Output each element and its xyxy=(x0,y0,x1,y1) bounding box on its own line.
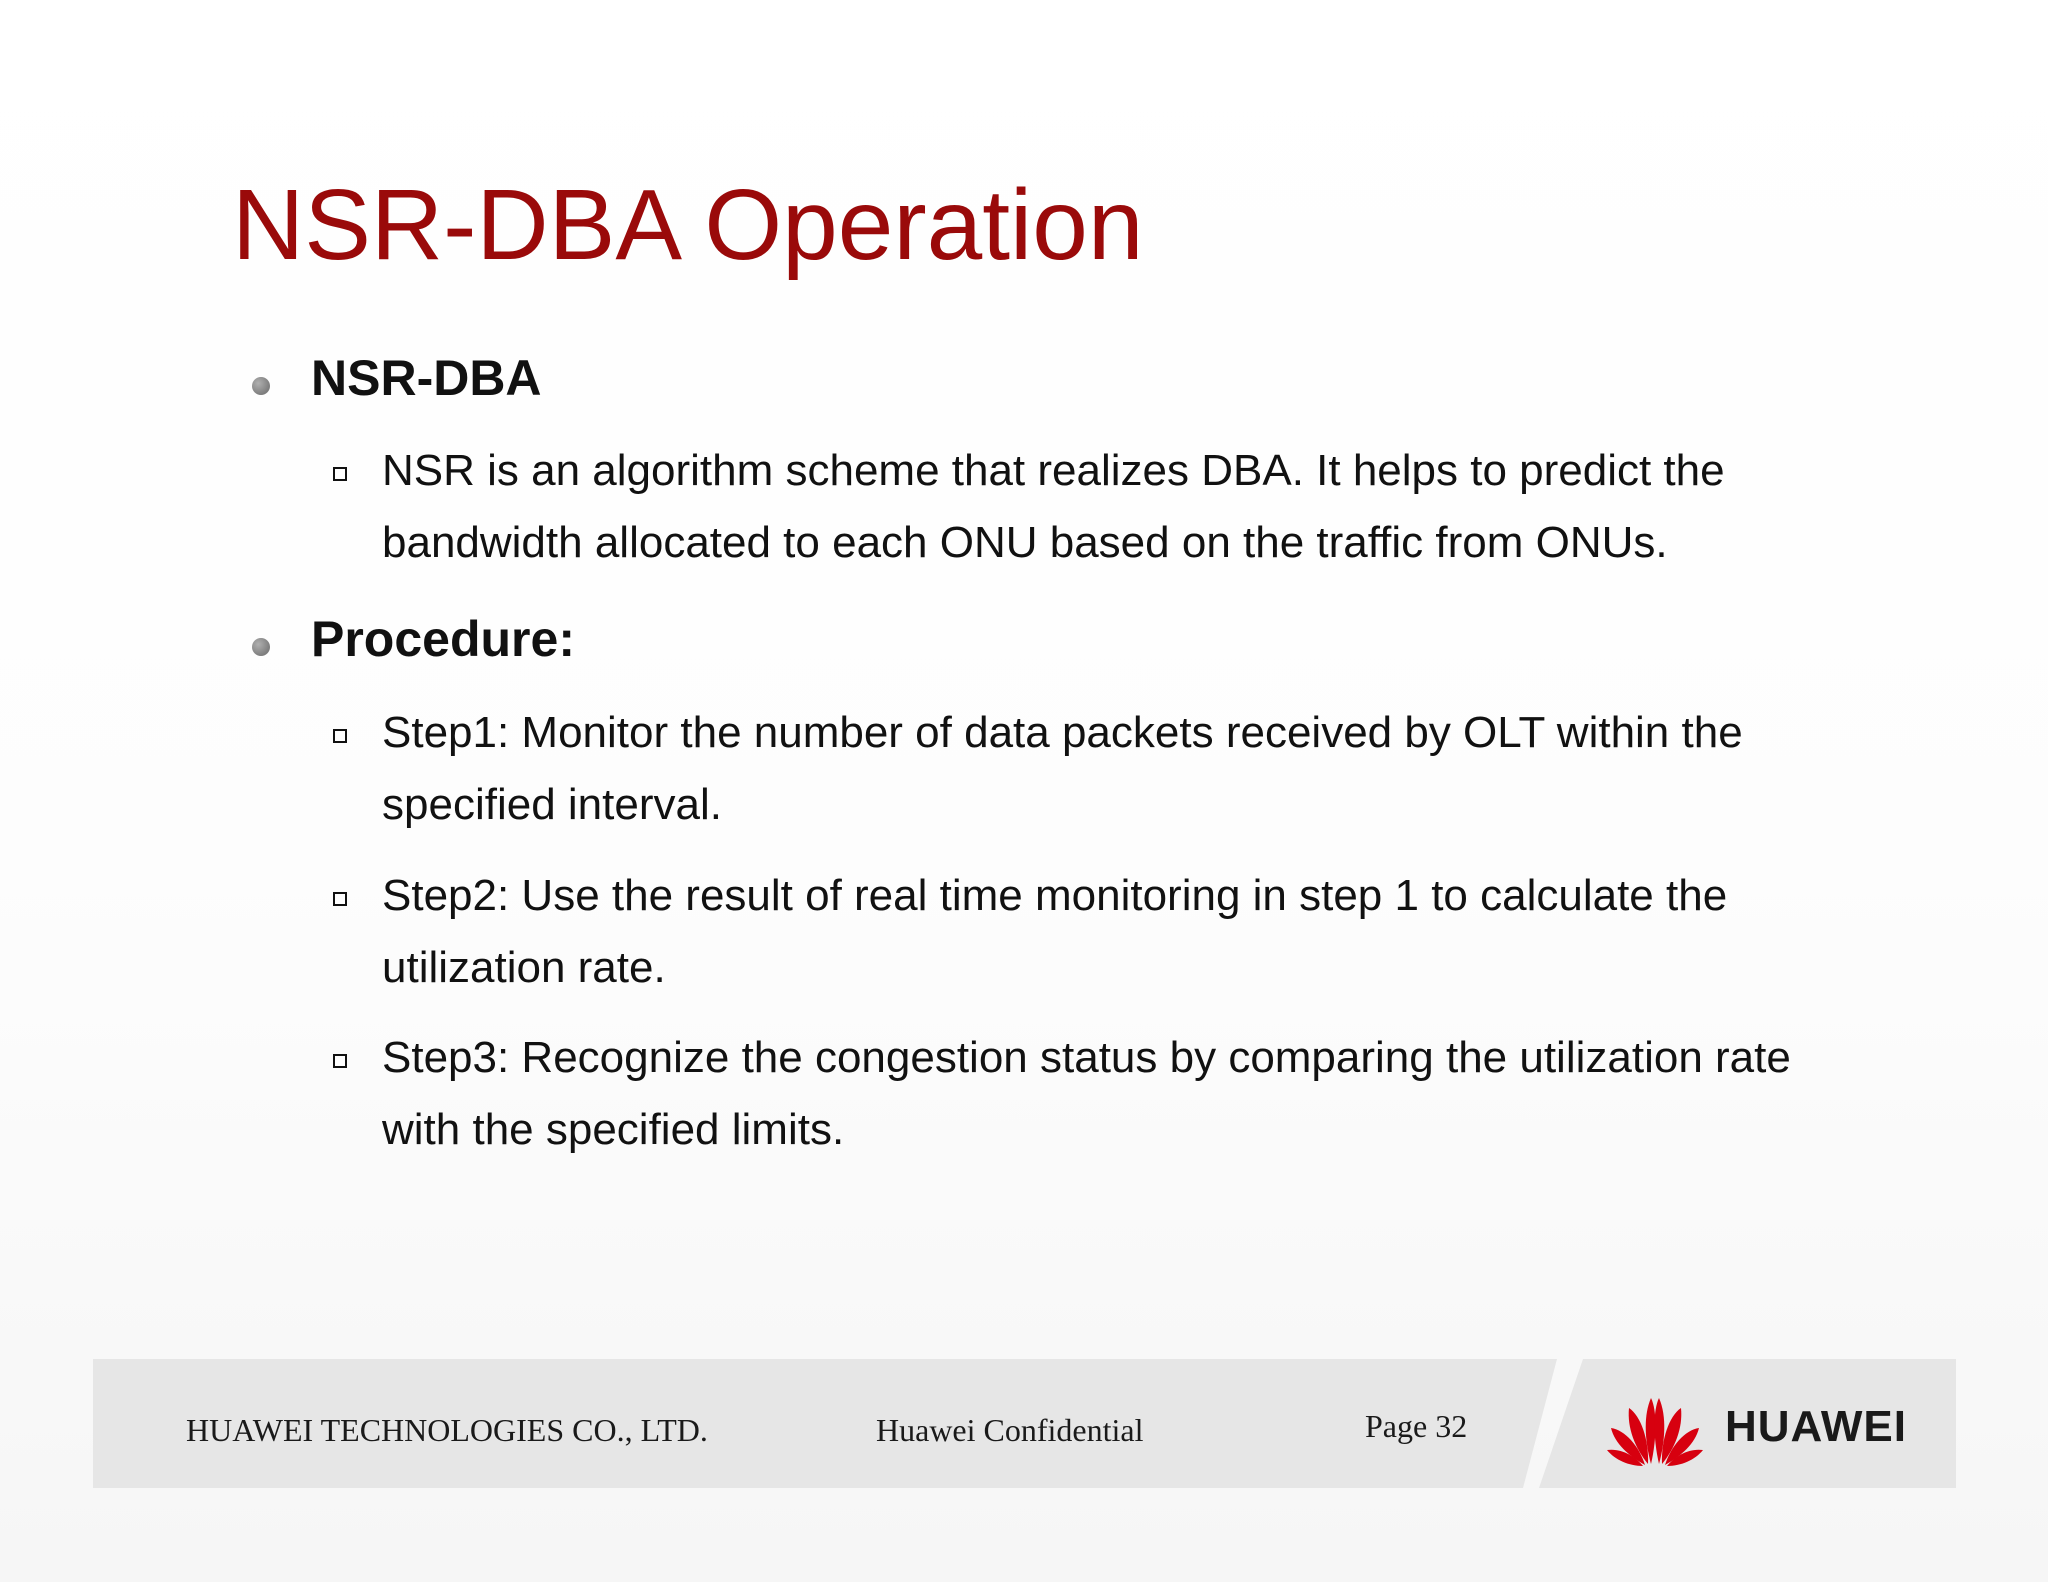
square-bullet-icon xyxy=(333,1054,347,1068)
footer-page-number: Page 32 xyxy=(1365,1408,1468,1444)
section-heading: NSR-DBA xyxy=(311,350,542,406)
square-bullet-icon xyxy=(333,892,347,906)
slide-title: NSR-DBA Operation xyxy=(232,169,1144,281)
footer-company: HUAWEI TECHNOLOGIES CO., LTD. xyxy=(186,1412,708,1448)
footer-confidential: Huawei Confidential xyxy=(876,1412,1144,1448)
huawei-flower-icon xyxy=(1605,1394,1705,1466)
huawei-logo xyxy=(1605,1390,1915,1470)
bullet-text: NSR is an algorithm scheme that realizes DBA. It helps to predict the bandwidth allocated to each ONU based on the traffic from ONUs. xyxy=(382,446,1725,567)
square-bullet-icon xyxy=(333,467,347,481)
section-heading: Procedure: xyxy=(311,611,575,667)
bullet-dot-icon xyxy=(252,377,270,395)
bullet-text: Step1: Monitor the number of data packets received by OLT within the specified interval. xyxy=(382,708,1743,829)
huawei-wordmark: HUAWEI xyxy=(1725,1402,1907,1451)
square-bullet-icon xyxy=(333,729,347,743)
bullet-text: Step3: Recognize the congestion status by comparing the utilization rate with the specified limits. xyxy=(382,1033,1791,1154)
bullet-text: Step2: Use the result of real time monitoring in step 1 to calculate the utilization rate. xyxy=(382,871,1728,992)
bullet-dot-icon xyxy=(252,638,270,656)
